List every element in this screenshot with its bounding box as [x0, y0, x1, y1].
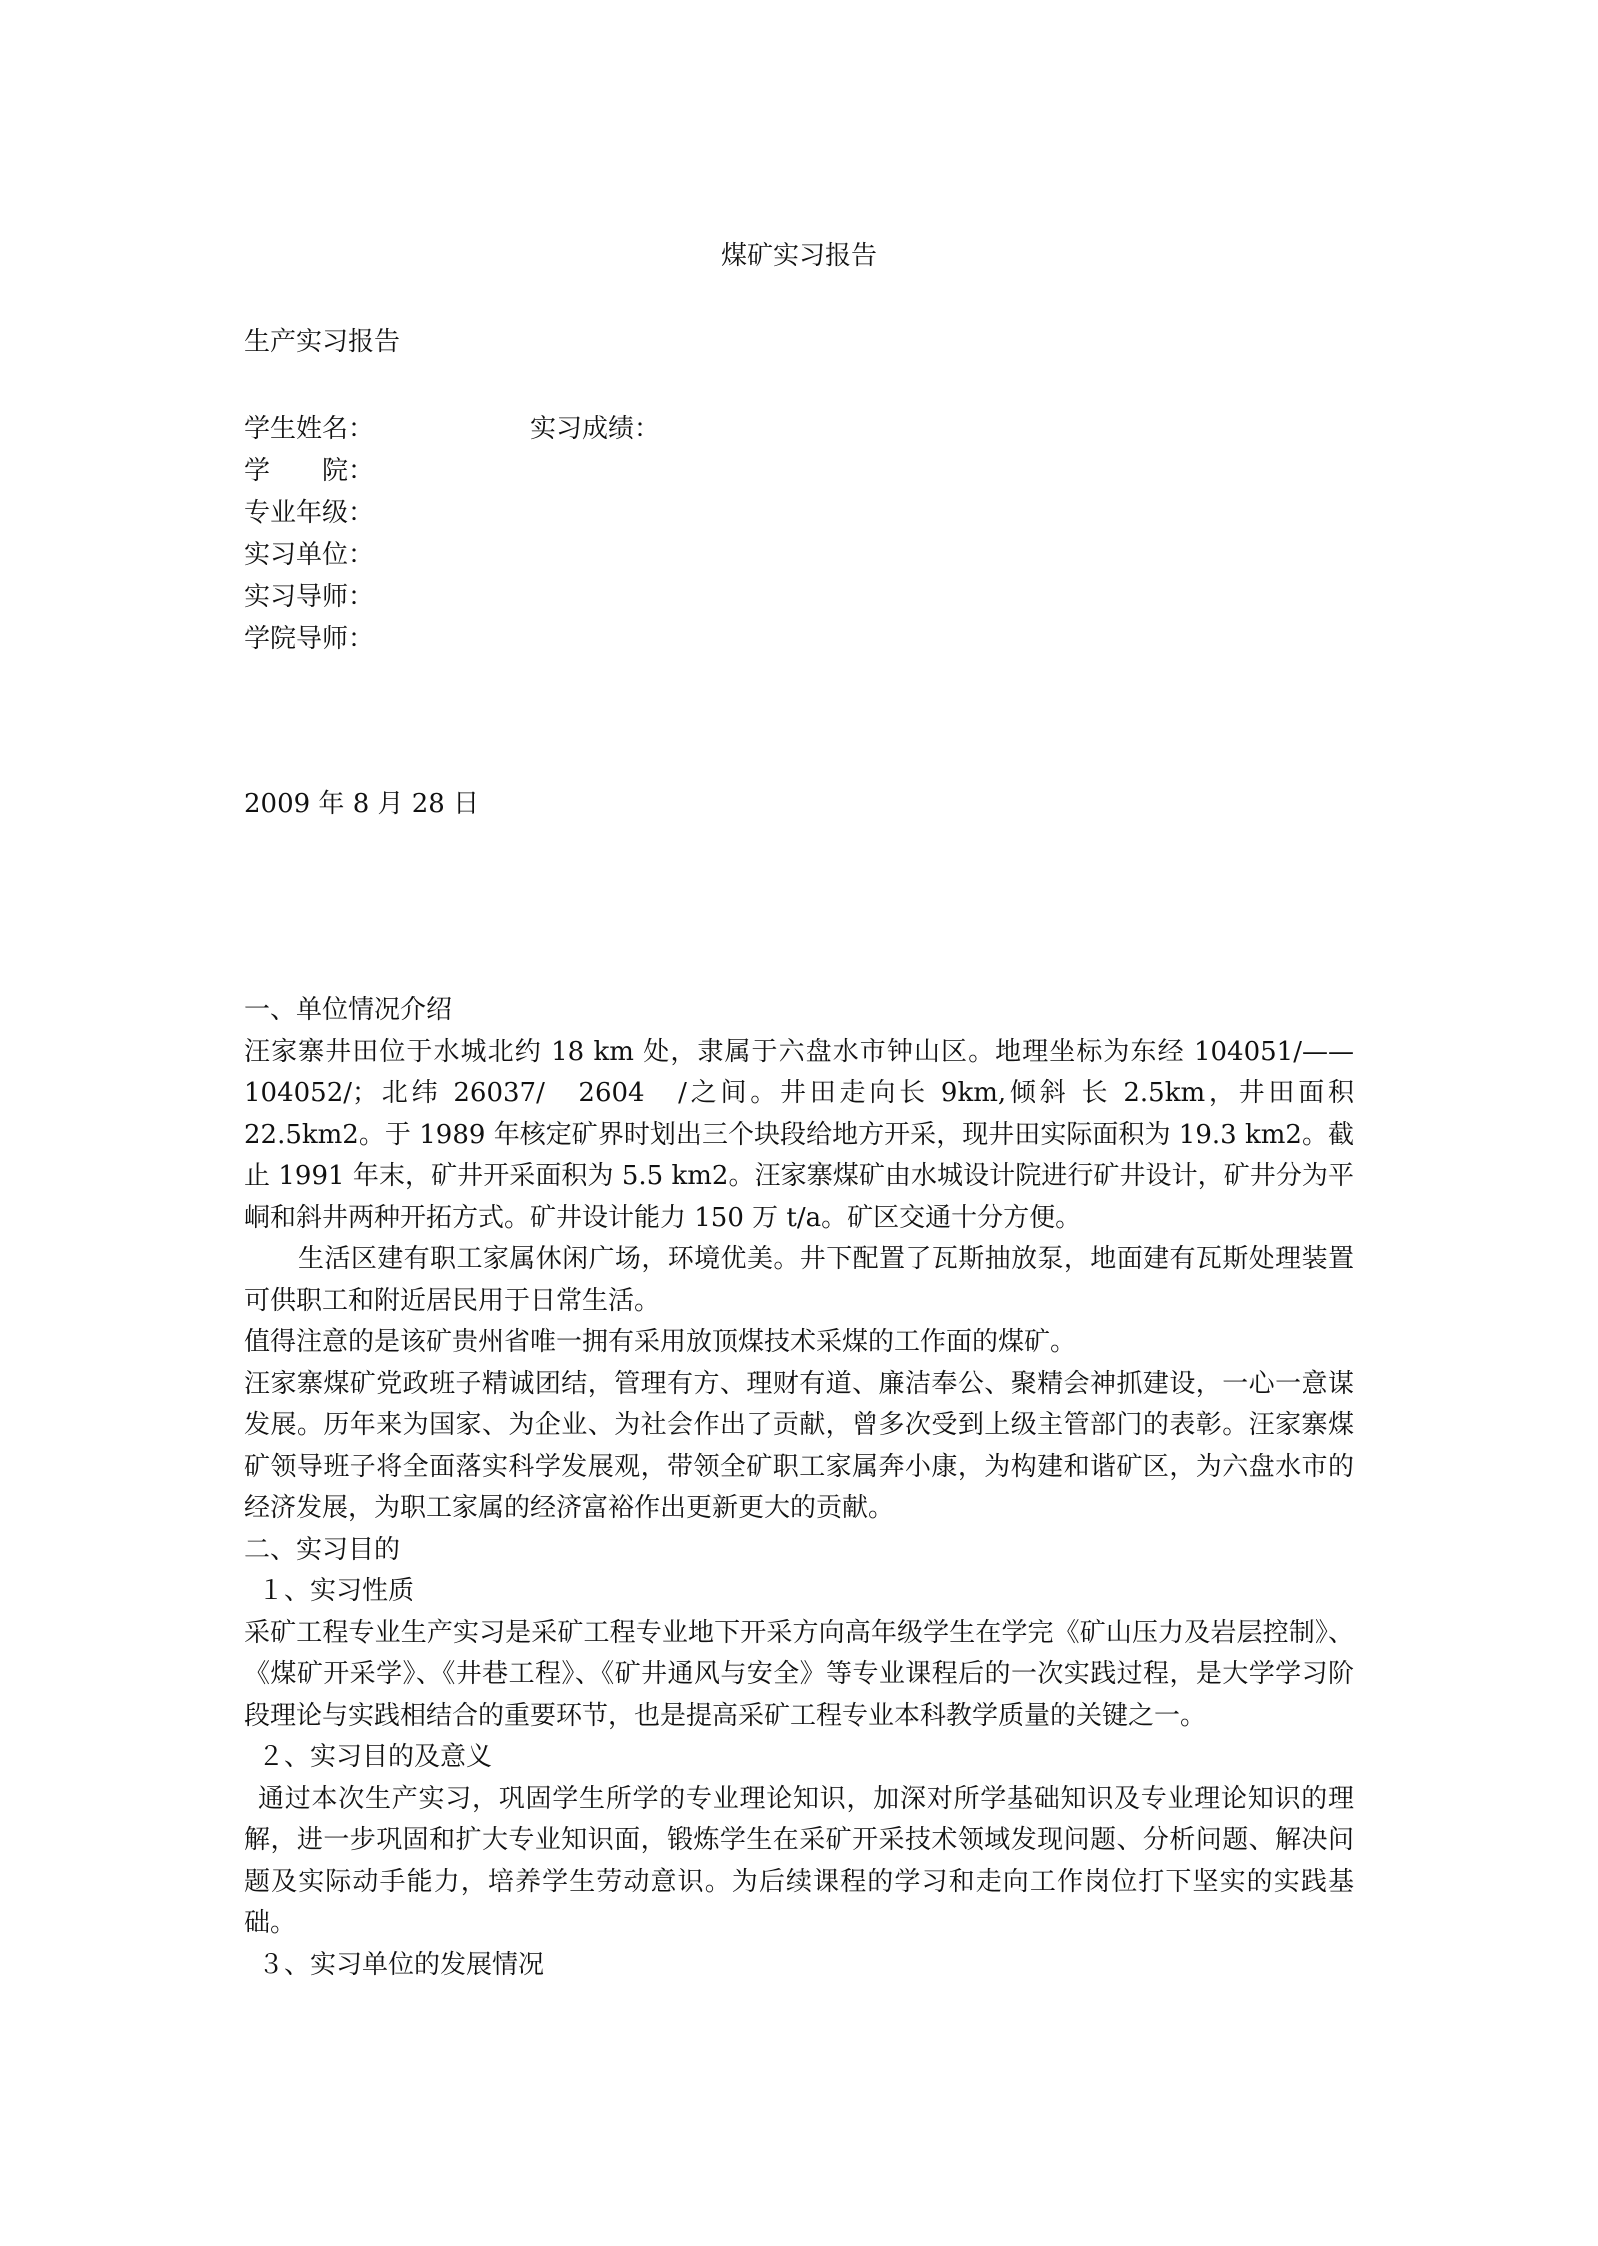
section-heading-internship-purpose: 二、实习目的	[244, 1534, 401, 1565]
form-row-unit	[244, 534, 1364, 576]
subheading-purpose-significance: ２、实习目的及意义	[258, 1742, 493, 1772]
subheading-unit-development: ３、实习单位的发展情况	[258, 1949, 545, 1980]
student-info-form	[244, 408, 1364, 660]
paragraph-internship-nature: 采矿工程专业生产实习是采矿工程专业地下开采方向高年级学生在学完《矿山压力及岩层控制》、《煤矿开采学》、《井巷工程》、《矿井通风与安全》等专业课程后的一次实践过程，是大学学习阶段理论与实践相结合的重要环节，也是提高采矿工程专业本科教学质量的关键之一。	[244, 1617, 1354, 1731]
major-grade-label: 专业年级：	[244, 498, 375, 528]
internship-unit-label: 实习单位：	[244, 540, 375, 570]
report-body	[244, 990, 1354, 1986]
section-heading-unit-intro: 一、单位情况介绍	[244, 995, 453, 1025]
form-row-college	[244, 450, 1364, 492]
college-label: 学 院：	[244, 456, 375, 486]
internship-mentor-label: 实习导师：	[244, 582, 375, 612]
student-name-label: 学生姓名：	[244, 414, 375, 444]
internship-grade-label: 实习成绩：	[530, 414, 661, 444]
report-subtitle: 生产实习报告	[244, 327, 401, 357]
form-row-student-name	[244, 408, 1364, 450]
form-row-mentor	[244, 576, 1364, 618]
paragraph-mine-overview: 汪家寨井田位于水城北约 18 km 处，隶属于六盘水市钟山区。地理坐标为东经 104051/——104052/；北纬 26037/ 2604 /之间。井田走向长 9km,倾斜 长 2.5km，井田面积 22.5km2。于 1989 年核定矿界时划出三个块段给地方开采，现井田实际面积为 19.3 km2。截止 1991 年末，矿井开采面积为 5.5 km2。汪家寨煤矿由水城设计院进行矿井设计，矿井分为平峒和斜井两种开拓方式。矿井设计能力 150 万 t/a。矿区交通十分方便。	[244, 1036, 1354, 1233]
subheading-internship-nature: １、实习性质	[258, 1576, 415, 1606]
form-row-college-mentor	[244, 618, 1364, 660]
form-row-major	[244, 492, 1364, 534]
paragraph-purpose-significance: 通过本次生产实习，巩固学生所学的专业理论知识，加深对所学基础知识及专业理论知识的理解，进一步巩固和扩大专业知识面，锻炼学生在采矿开采技术领域发现问题、分析问题、解决问题及实际动手能力，培养学生劳动意识。为后续课程的学习和走向工作岗位打下坚实的实践基础。	[244, 1783, 1354, 1938]
college-mentor-label: 学院导师：	[244, 624, 375, 654]
report-date: 2009 年 8 月 28 日	[244, 789, 480, 819]
paragraph-notable: 值得注意的是该矿贵州省唯一拥有采用放顶煤技术采煤的工作面的煤矿。	[244, 1327, 1077, 1357]
paragraph-leadership: 汪家寨煤矿党政班子精诚团结，管理有方、理财有道、廉洁奉公、聚精会神抓建设，一心一意谋发展。历年来为国家、为企业、为社会作出了贡献，曾多次受到上级主管部门的表彰。汪家寨煤矿领导班子将全面落实科学发展观，带领全矿职工家属奔小康，为构建和谐矿区，为六盘水市的经济发展，为职工家属的经济富裕作出更新更大的贡献。	[244, 1368, 1354, 1523]
paragraph-living-area: 生活区建有职工家属休闲广场，环境优美。井下配置了瓦斯抽放泵，地面建有瓦斯处理装置可供职工和附近居民用于日常生活。	[244, 1244, 1354, 1316]
document-title: 煤矿实习报告	[720, 241, 877, 271]
